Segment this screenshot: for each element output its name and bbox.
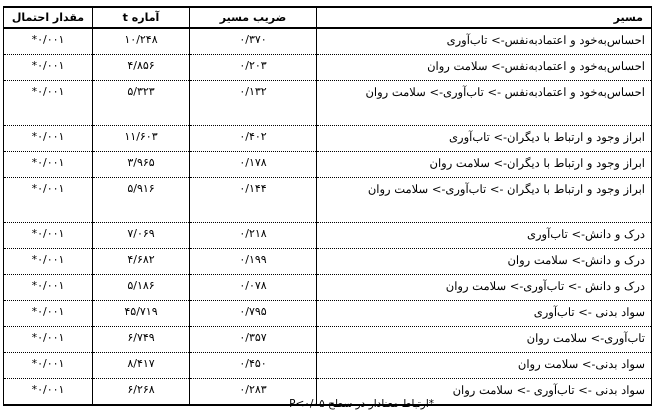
cell-coefficient: ۰/۳۵۷	[190, 327, 317, 353]
cell-p-value: ۰/۰۰۱*	[4, 223, 93, 249]
table-row	[4, 28, 652, 55]
cell-coefficient: ۰/۲۱۸	[190, 223, 317, 249]
cell-path: ابراز وجود و ارتباط با دیگران-> سلامت روان	[317, 152, 652, 178]
cell-p-value: ۰/۰۰۱*	[4, 178, 93, 223]
cell-t-statistic: ۸/۴۱۷	[93, 353, 190, 379]
header-path: مسیر	[317, 7, 652, 28]
cell-coefficient: ۰/۱۷۸	[190, 152, 317, 178]
cell-coefficient: ۰/۴۵۰	[190, 353, 317, 379]
cell-t-statistic: ۳/۹۶۵	[93, 152, 190, 178]
cell-coefficient: ۰/۳۷۰	[190, 28, 317, 55]
table-row	[4, 301, 652, 327]
cell-path: تاب‌آوری-> سلامت روان	[317, 327, 652, 353]
cell-coefficient: ۰/۱۴۴	[190, 178, 317, 223]
cell-path: سواد بدنی-> سلامت روان	[317, 353, 652, 379]
cell-p-value: ۰/۰۰۱*	[4, 379, 93, 406]
table-row	[4, 353, 652, 379]
cell-p-value: ۰/۰۰۱*	[4, 126, 93, 152]
path-coefficients-table	[3, 6, 652, 406]
cell-t-statistic: ۴/۶۸۲	[93, 249, 190, 275]
header-p-value: مقدار احتمال	[4, 7, 93, 28]
table-row	[4, 126, 652, 152]
cell-p-value: ۰/۰۰۱*	[4, 152, 93, 178]
cell-p-value: ۰/۰۰۱*	[4, 275, 93, 301]
cell-coefficient: ۰/۷۹۵	[190, 301, 317, 327]
cell-p-value: ۰/۰۰۱*	[4, 301, 93, 327]
cell-coefficient: ۰/۰۷۸	[190, 275, 317, 301]
cell-p-value: ۰/۰۰۱*	[4, 55, 93, 81]
cell-coefficient: ۰/۱۳۲	[190, 81, 317, 126]
table-body	[4, 28, 652, 405]
significance-footnote: *ارتباط معنادار در سطح P<۰/۰۵	[289, 398, 434, 410]
table-row	[4, 327, 652, 353]
table-header	[4, 7, 652, 28]
cell-t-statistic: ۵/۱۸۶	[93, 275, 190, 301]
cell-t-statistic: ۴/۸۵۶	[93, 55, 190, 81]
table-row	[4, 275, 652, 301]
cell-t-statistic: ۱۰/۲۴۸	[93, 28, 190, 55]
path-coefficients-table-container	[3, 6, 645, 406]
table-row	[4, 152, 652, 178]
cell-t-statistic: ۶/۷۴۹	[93, 327, 190, 353]
cell-p-value: ۰/۰۰۱*	[4, 28, 93, 55]
cell-path: ابراز وجود و ارتباط با دیگران -> تاب‌آوری-> سلامت روان	[317, 178, 652, 223]
table-row	[4, 223, 652, 249]
cell-path: احساس‌به‌خود و اعتماد‌به‌نفس-> سلامت روان	[317, 55, 652, 81]
cell-p-value: ۰/۰۰۱*	[4, 249, 93, 275]
cell-t-statistic: ۵/۳۲۳	[93, 81, 190, 126]
cell-path: درک و دانش -> تاب‌آوری-> سلامت روان	[317, 275, 652, 301]
cell-coefficient: ۰/۲۰۳	[190, 55, 317, 81]
cell-path: درک و دانش-> تاب‌آوری	[317, 223, 652, 249]
header-path-coefficient: ضریب مسیر	[190, 7, 317, 28]
cell-path: ابراز وجود و ارتباط با دیگران-> تاب‌آوری	[317, 126, 652, 152]
cell-path: درک و دانش-> سلامت روان	[317, 249, 652, 275]
table-row	[4, 178, 652, 223]
header-t-statistic: آماره t	[93, 7, 190, 28]
table-row	[4, 81, 652, 126]
cell-path: سواد بدنی -> تاب‌آوری -> سلامت روان	[317, 379, 652, 406]
table-row	[4, 249, 652, 275]
table-row	[4, 55, 652, 81]
header-row	[4, 7, 652, 28]
cell-path: سواد بدنی -> تاب‌آوری	[317, 301, 652, 327]
cell-t-statistic: ۶/۲۶۸	[93, 379, 190, 406]
cell-coefficient: ۰/۲۸۳	[190, 379, 317, 406]
cell-p-value: ۰/۰۰۱*	[4, 81, 93, 126]
cell-t-statistic: ۷/۰۶۹	[93, 223, 190, 249]
cell-coefficient: ۰/۴۰۲	[190, 126, 317, 152]
cell-t-statistic: ۱۱/۶۰۳	[93, 126, 190, 152]
cell-path: احساس‌به‌خود و اعتماد‌به‌نفس-> تاب‌آوری	[317, 28, 652, 55]
cell-p-value: ۰/۰۰۱*	[4, 353, 93, 379]
cell-t-statistic: ۵/۹۱۶	[93, 178, 190, 223]
cell-p-value: ۰/۰۰۱*	[4, 327, 93, 353]
cell-path: احساس‌به‌خود و اعتماد‌به‌نفس -> تاب‌آوری-> سلامت روان	[317, 81, 652, 126]
cell-t-statistic: ۴۵/۷۱۹	[93, 301, 190, 327]
cell-coefficient: ۰/۱۹۹	[190, 249, 317, 275]
